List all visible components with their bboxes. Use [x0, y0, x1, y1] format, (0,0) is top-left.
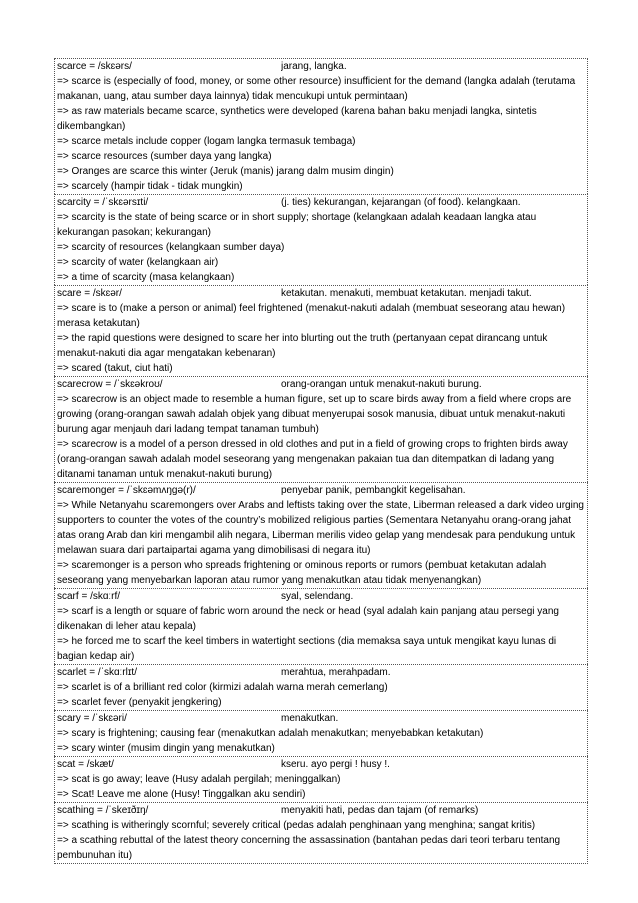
example-line: => scarcely (hampir tidak - tidak mungkin) — [57, 181, 243, 192]
entry-scarf — [54, 588, 588, 664]
entry-scary — [54, 710, 588, 756]
example-line: => scare is to (make a person or animal) feel frightened (menakut-nakuti adalah (membuat seseorang atau hewan) merasa ketakutan) — [57, 303, 566, 329]
example-line: => scarcity of water (kelangkaan air) — [57, 257, 219, 268]
example-line: => scarce metals include copper (logam langka termasuk tembaga) — [57, 136, 356, 147]
definition: (j. ties) kekurangan, kejarangan (of food). kelangkaan. — [281, 197, 521, 208]
entry-scat — [54, 756, 588, 802]
definition: merahtua, merahpadam. — [281, 667, 391, 678]
example-line: => scat is go away; leave (Husy adalah pergilah; meninggalkan) — [57, 774, 341, 785]
headword: scare = /skɛər/ — [57, 288, 122, 299]
headword: scary = /ˈskɛəri/ — [57, 713, 127, 724]
headword: scat = /skæt/ — [57, 759, 114, 770]
example-line: => as raw materials became scarce, synthetics were developed (karena bahan baku menjadi langka, sintetis dikembangkan) — [57, 106, 537, 132]
headword: scarf = /skɑːrf/ — [57, 591, 121, 602]
example-line: => scarlet fever (penyakit jengkering) — [57, 697, 222, 708]
entry-scaremonger — [54, 482, 588, 588]
definition: syal, selendang. — [281, 591, 354, 602]
example-line: => scarecrow is a model of a person dressed in old clothes and put in a field of growing crops to frighten birds away (orang-orangan sawah adalah model seseorang yang mengenakan pakaian tua dan ditempatkan di ladang yang ditanami tanaman untuk menakut-nakuti burung) — [57, 439, 568, 480]
example-line: => scathing is witheringly scornful; severely critical (pedas adalah penghinaan yang menghina; sangat kritis) — [57, 820, 536, 831]
example-line: => Oranges are scarce this winter (Jeruk (manis) jarang dalm musim dingin) — [57, 166, 394, 177]
definition: menyakiti hati, pedas dan tajam (of remarks) — [281, 805, 479, 816]
definition: orang-orangan untuk menakut-nakuti burung. — [281, 379, 482, 390]
example-line: => Scat! Leave me alone (Husy! Tinggalkan aku sendiri) — [57, 789, 306, 800]
example-line: => he forced me to scarf the keel timbers in watertight sections (dia memaksa saya untuk mengikat kayu lunas di bagian kedap air) — [57, 636, 557, 662]
example-line: => a scathing rebuttal of the latest theory concerning the assassination (bantahan pedas dari teori terbaru tentang pembunuhan itu) — [57, 835, 561, 861]
entry-scarlet — [54, 664, 588, 710]
entry-scare — [54, 285, 588, 376]
example-line: => scarlet is of a brilliant red color (kirmizi adalah warna merah cemerlang) — [57, 682, 388, 693]
example-line: => the rapid questions were designed to scare her into blurting out the truth (pertanyaan cepat dirancang untuk menakut-nakuti dia agar mengatakan kebenaran) — [57, 333, 548, 359]
example-line: => scary winter (musim dingin yang menakutkan) — [57, 743, 275, 754]
example-line: => scarce resources (sumber daya yang langka) — [57, 151, 272, 162]
headword: scarlet = /ˈskɑːrlɪt/ — [57, 667, 137, 678]
definition: penyebar panik, pembangkit kegelisahan. — [281, 485, 466, 496]
headword: scarecrow = /ˈskɛəkroʊ/ — [57, 379, 163, 390]
headword: scaremonger = /ˈskɛəmʌŋɡə(r)/ — [57, 485, 196, 496]
example-line: => scary is frightening; causing fear (menakutkan adalah menakutkan; menyebabkan ketakutan) — [57, 728, 484, 739]
entry-scarecrow — [54, 376, 588, 482]
example-line: => scaremonger is a person who spreads frightening or ominous reports or rumors (pembuat ketakutan adalah seseorang yang menyebarkan laporan atau rumor yang menakutkan atau tidak menyenangkan) — [57, 560, 547, 586]
entry-scarcity — [54, 194, 588, 285]
entry-scarce — [54, 58, 588, 194]
example-line: => scarce is (especially of food, money, or some other resource) insufficient for the demand (langka adalah (terutama makanan, uang, atau sumber daya lainnya) tidak mencukupi untuk permintaan) — [57, 76, 576, 102]
example-line: => scarcity is the state of being scarce or in short supply; shortage (kelangkaan adalah keadaan langka atau kekurangan pasokan; kekurangan) — [57, 212, 537, 238]
definition: ketakutan. menakuti, membuat ketakutan. menjadi takut. — [281, 288, 532, 299]
example-line: => While Netanyahu scaremongers over Arabs and leftists taking over the state, Liberman released a dark video urging supporters to counter the votes of the country’s mobilized religious parties (Sementara Netanyahu orang-orang jahat atas orang Arab dan kiri mengambil alih negara, Liberman merilis video gelap yang mendesak para pendukung untuk melawan suara dari partaipartai agama yang dimobilisasi di negara itu) — [57, 500, 584, 556]
example-line: => scared (takut, ciut hati) — [57, 363, 173, 374]
example-line: => scarf is a length or square of fabric worn around the neck or head (syal adalah kain panjang atau persegi yang dikenakan di leher atau kepala) — [57, 606, 559, 632]
definition: kseru. ayo pergi ! husy !. — [281, 759, 390, 770]
definition: jarang, langka. — [281, 61, 347, 72]
definition: menakutkan. — [281, 713, 339, 724]
example-line: => scarcity of resources (kelangkaan sumber daya) — [57, 242, 285, 253]
headword: scarce = /skɛərs/ — [57, 61, 132, 72]
example-line: => a time of scarcity (masa kelangkaan) — [57, 272, 235, 283]
entry-scathing — [54, 802, 588, 864]
headword: scathing = /ˈskeɪðɪŋ/ — [57, 805, 149, 816]
dictionary-page — [54, 58, 588, 864]
headword: scarcity = /ˈskɛərsɪti/ — [57, 197, 149, 208]
example-line: => scarecrow is an object made to resemble a human figure, set up to scare birds away from a field where crops are growing (orang-orangan sawah adalah objek yang dibuat menyerupai sosok manusia, dibuat untuk menakut-nakuti burung agar menjauh dari ladang tempat tanaman tumbuh) — [57, 394, 572, 435]
